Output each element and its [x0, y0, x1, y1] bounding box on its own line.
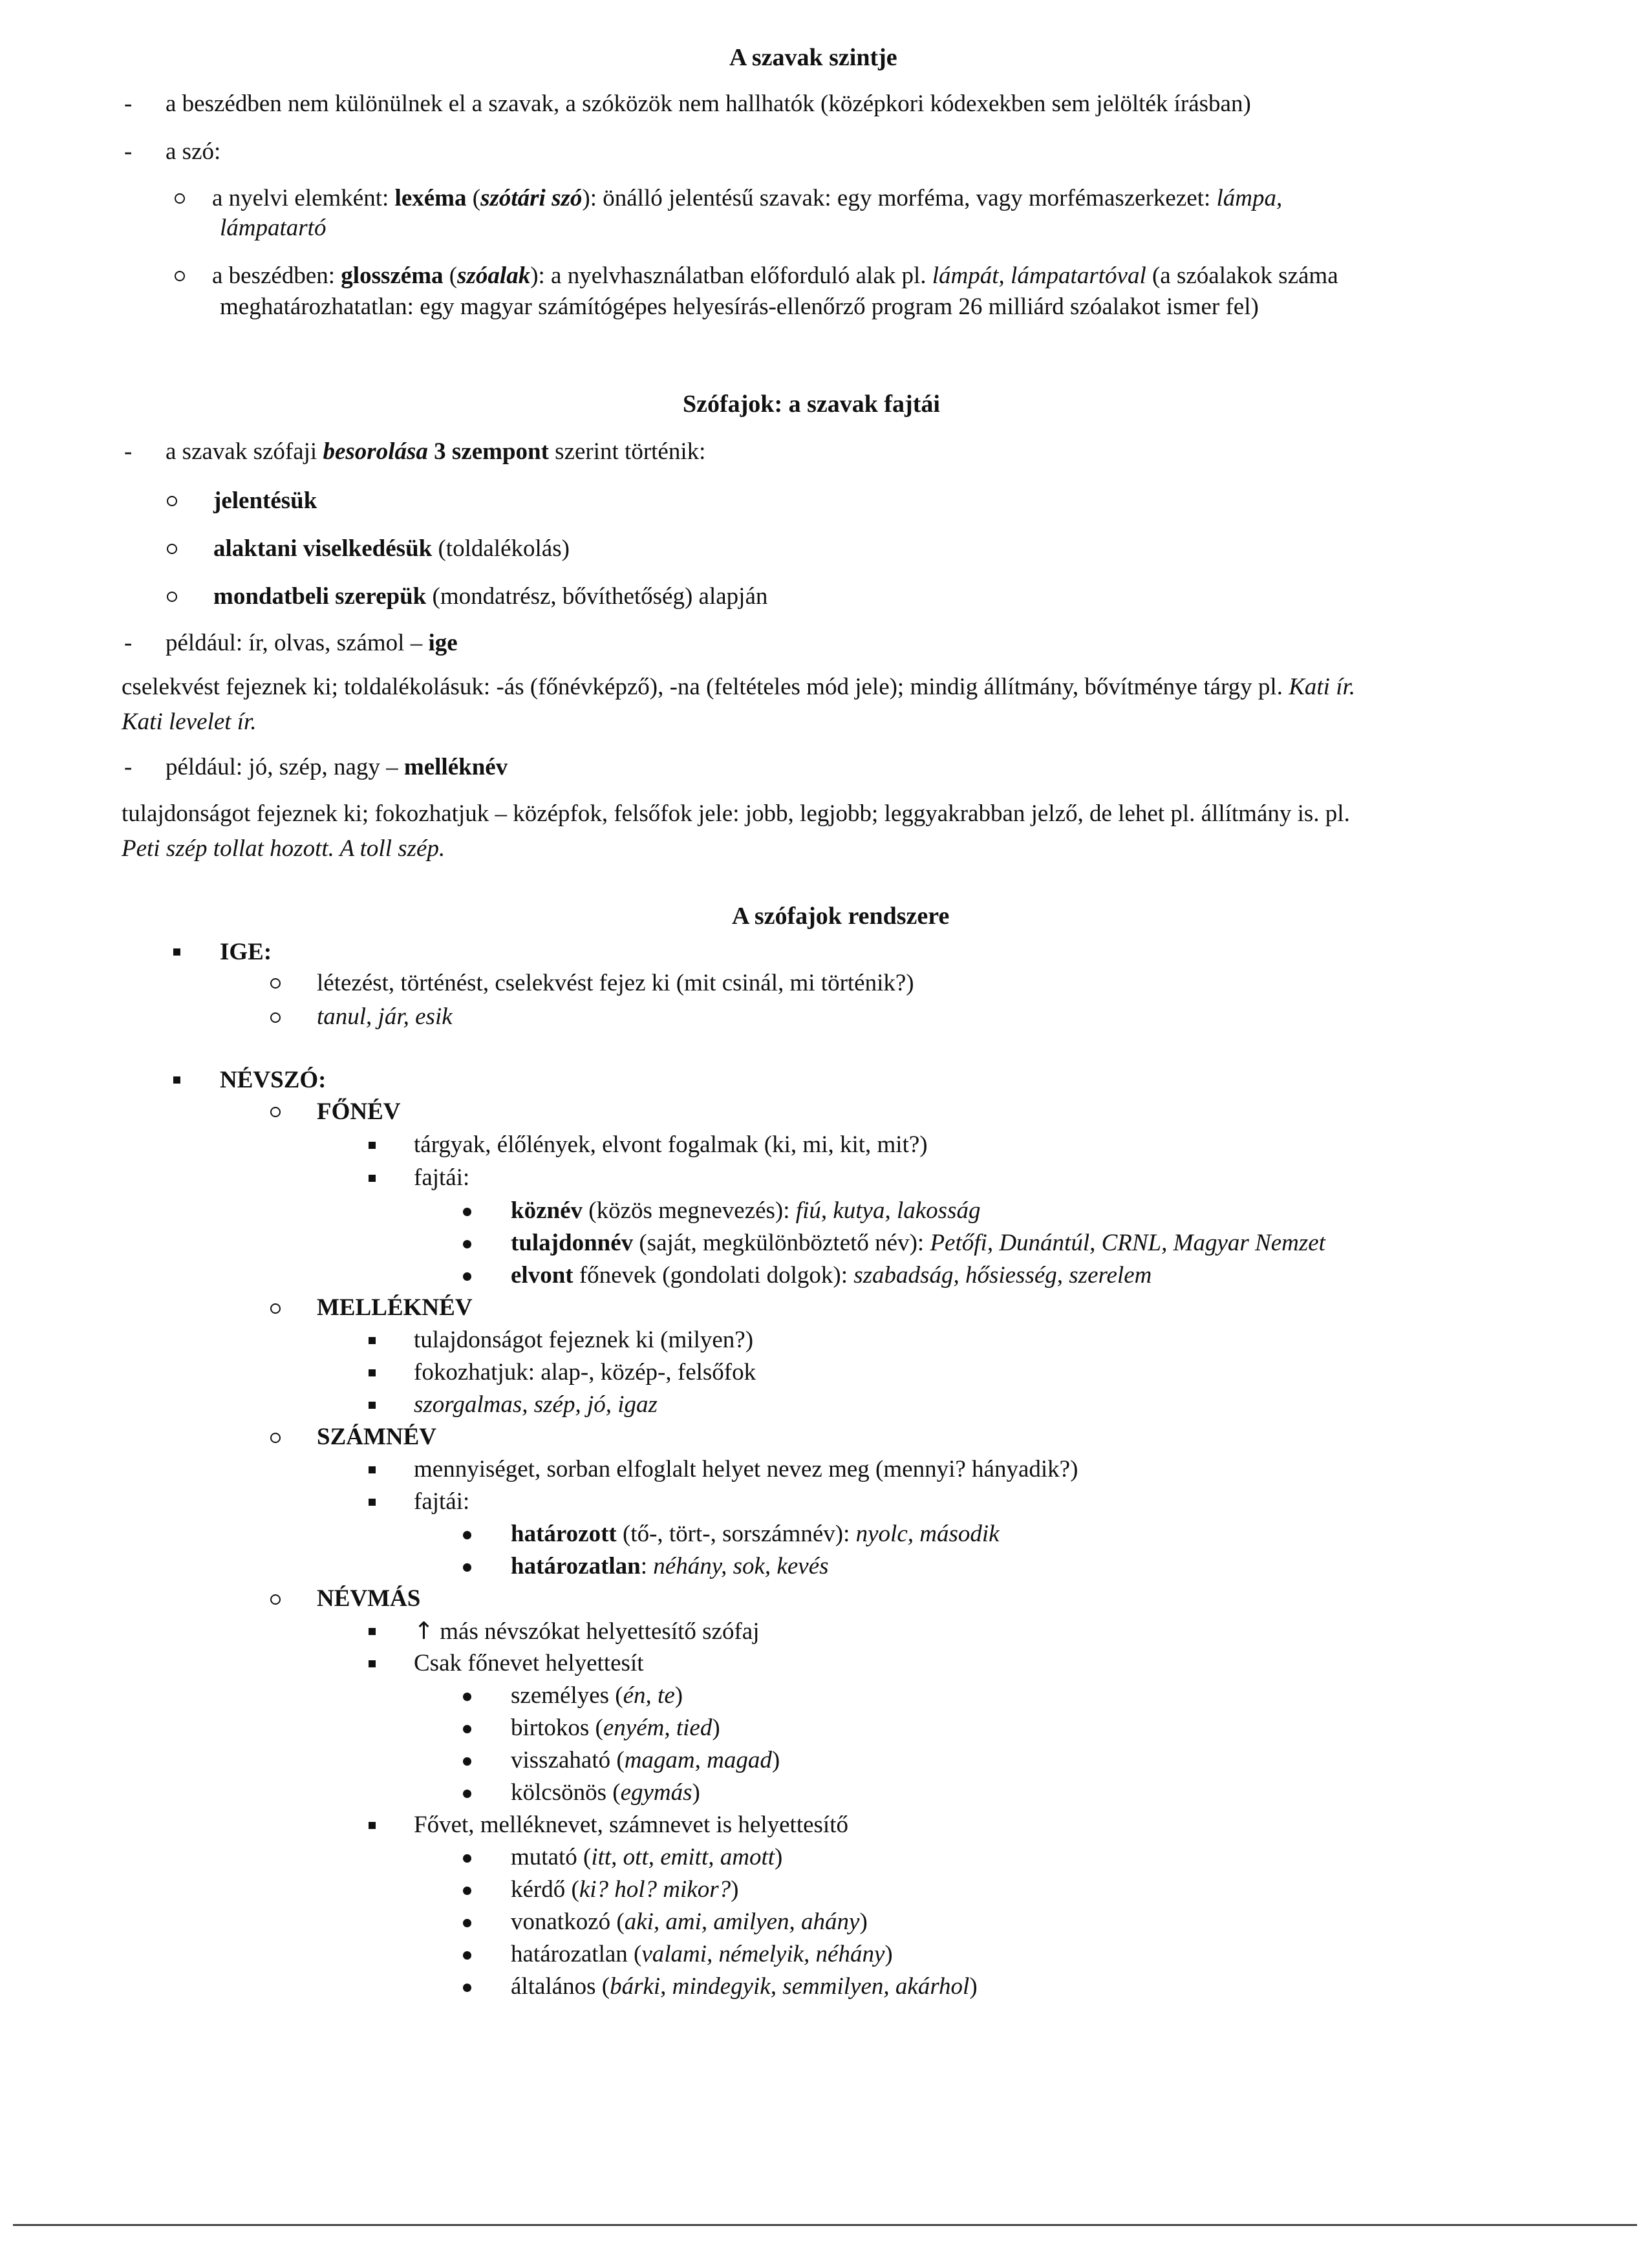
- text-span: ): [731, 1876, 739, 1903]
- example-text: valami, némelyik, néhány: [641, 1941, 885, 1967]
- dash-bullet: -: [124, 91, 133, 117]
- term-mondatbeli: mondatbeli szerepük: [213, 583, 427, 610]
- term-koznev: köznév: [511, 1197, 583, 1224]
- glosszema-line: [212, 261, 1338, 291]
- pronoun-type: [511, 1972, 978, 2002]
- dash-bullet: -: [124, 754, 133, 780]
- dot-bullet: [463, 1919, 471, 1927]
- term-elvont: elvont: [511, 1262, 573, 1289]
- page-bottom-rule: [13, 2224, 1637, 2226]
- example-text: enyém, tied: [603, 1715, 712, 1741]
- text-line: fajtái:: [414, 1488, 470, 1515]
- square-bullet: [369, 1369, 376, 1376]
- subcategory-fonev: [317, 1097, 401, 1127]
- example-text: fiú, kutya, lakosság: [795, 1197, 981, 1224]
- pronoun-type: [511, 1713, 720, 1743]
- criterion-mondatbeli: [213, 582, 767, 612]
- example-text: egymás: [620, 1779, 692, 1806]
- label-szamnev: SZÁMNÉV: [317, 1424, 437, 1450]
- square-bullet: [369, 1175, 376, 1182]
- pronoun-type-label: személyes (: [511, 1682, 623, 1709]
- square-bullet: [369, 1628, 376, 1635]
- text-span: (: [443, 262, 458, 289]
- criterion-jelentes: [213, 486, 317, 516]
- text-span: ): a nyelvhasználatban előforduló alak pl.: [530, 262, 932, 289]
- type-elvont: [511, 1261, 1152, 1290]
- term-alaktani: alaktani viselkedésük: [213, 535, 433, 562]
- dot-bullet: [463, 1887, 471, 1895]
- circle-bullet: [270, 1433, 281, 1443]
- circle-bullet: [270, 978, 281, 989]
- pronoun-type-label: kérdő (: [511, 1876, 579, 1903]
- text-span: például: jó, szép, nagy –: [166, 754, 404, 780]
- text-span: (tő-, tört-, sorszámnév):: [616, 1521, 856, 1547]
- dot-bullet: [463, 1725, 471, 1733]
- text-span: ): [775, 1844, 783, 1870]
- example-text: szorgalmas, szép, jó, igaz: [414, 1391, 658, 1418]
- square-bullet: [369, 1822, 376, 1829]
- example-line: [317, 1002, 453, 1032]
- square-bullet: [369, 1499, 376, 1506]
- circle-bullet: [175, 193, 185, 204]
- example-ige-line: [166, 628, 458, 658]
- text-line: fajtái:: [414, 1164, 470, 1191]
- dash-bullet: -: [124, 138, 133, 165]
- text-span: (közös megnevezés):: [583, 1197, 796, 1224]
- square-bullet: [173, 948, 180, 956]
- pronoun-type-label: általános (: [511, 1973, 610, 2000]
- pronoun-type-label: mutató (: [511, 1844, 592, 1870]
- melleknev-example-line: [122, 834, 445, 864]
- up-arrow-icon: ↑: [414, 1617, 434, 1645]
- text-span: (toldalékolás): [432, 535, 570, 562]
- text-span: például: ír, olvas, számol –: [166, 630, 429, 656]
- example-text: aki, ami, amilyen, ahány: [624, 1909, 860, 1935]
- text-span: a nyelvi elemként:: [212, 185, 395, 211]
- example-text: lámpát, lámpatartóval: [932, 262, 1146, 289]
- pronoun-type: [511, 1940, 893, 1969]
- square-bullet: [369, 1466, 376, 1473]
- example-text: Peti szép tollat hozott. A toll szép.: [122, 835, 445, 862]
- pronoun-type: [511, 1746, 780, 1775]
- example-text: Kati ír.: [1289, 674, 1356, 700]
- example-text: magam, magad: [624, 1747, 772, 1773]
- term-ige: ige: [428, 630, 458, 656]
- text-span: ): [969, 1973, 978, 2000]
- example-text: lámpa,: [1216, 185, 1283, 211]
- text-line: a beszédben nem különülnek el a szavak, a szóközök nem hallhatók (középkori kódexekben sem jelölték írásban): [166, 91, 1251, 117]
- text-span: ): [859, 1909, 868, 1935]
- subcategory-szamnev: [317, 1422, 436, 1452]
- circle-bullet: [270, 1303, 281, 1314]
- lexema-line: [212, 184, 1282, 213]
- square-bullet: [369, 1402, 376, 1409]
- text-line: létezést, történést, cselekvést fejez ki (mit csinál, mi történik?): [317, 970, 914, 996]
- term-szoalak: szóalak: [457, 262, 531, 289]
- section-title-szofajok: Szófajok: a szavak fajtái: [683, 390, 940, 418]
- pronoun-type: [511, 1843, 782, 1872]
- text-span: (saját, megkülönböztető név):: [633, 1230, 930, 1256]
- text-span: cselekvést fejeznek ki; toldalékolásuk: -ás (főnévképző), -na (feltételes mód jele); mindig állítmány, bővítménye tárgy pl.: [122, 674, 1289, 700]
- text-span: ): [771, 1747, 780, 1773]
- type-hatarozott: [511, 1519, 1000, 1549]
- term-tulajdonnev: tulajdonnév: [511, 1230, 634, 1256]
- criterion-alaktani: [213, 534, 570, 564]
- example-text: én, te: [623, 1682, 675, 1709]
- section-title-rendszer: A szófajok rendszere: [732, 903, 950, 930]
- pronoun-type: [511, 1907, 868, 1937]
- text-line: fokozhatjuk: alap-, közép-, felsőfok: [414, 1359, 756, 1385]
- example-text: Petőfi, Dunántúl, CRNL, Magyar Nemzet: [930, 1230, 1325, 1256]
- text-span: ): [692, 1779, 700, 1806]
- circle-bullet: [167, 592, 177, 602]
- circle-bullet: [270, 1594, 281, 1605]
- dot-bullet: [463, 1563, 471, 1572]
- text-span: (mondatrész, bővíthetőség) alapján: [426, 583, 768, 610]
- example-text: ki? hol? mikor?: [579, 1876, 731, 1903]
- term-besorolasa: besorolása: [323, 438, 428, 465]
- text-span: szerint történik:: [548, 438, 706, 465]
- label-nevszo: NÉVSZÓ:: [220, 1067, 327, 1093]
- pronoun-type: [511, 1875, 738, 1905]
- example-text: itt, ott, emitt, amott: [591, 1844, 775, 1870]
- category-nevszo: [220, 1065, 326, 1095]
- pronoun-type-label: határozatlan (: [511, 1941, 642, 1967]
- nevmas-def-line: [414, 1616, 759, 1647]
- term-hatarozatlan: határozatlan: [511, 1553, 641, 1579]
- square-bullet: [369, 1660, 376, 1667]
- dash-bullet: -: [124, 630, 133, 656]
- term-glosszema: glosszéma: [341, 262, 444, 289]
- dot-bullet: [463, 1531, 471, 1539]
- ige-description: [122, 672, 1355, 702]
- label-nevmas: NÉVMÁS: [317, 1585, 421, 1612]
- dot-bullet: [463, 1854, 471, 1863]
- dot-bullet: [463, 1240, 471, 1248]
- dot-bullet: [463, 1790, 471, 1798]
- subcategory-melleknev: [317, 1293, 473, 1323]
- label-ige: IGE:: [220, 939, 272, 965]
- dot-bullet: [463, 1984, 471, 1992]
- melleknev-description: tulajdonságot fejeznek ki; fokozhatjuk – középfok, felsőfok jele: jobb, legjobb; leggyakrabban jelző, de lehet pl. állítmány is. pl.: [122, 800, 1350, 827]
- example-text: nyolc, második: [855, 1521, 1000, 1547]
- term-hatarozott: határozott: [511, 1521, 617, 1547]
- example-text: [220, 213, 326, 243]
- dot-bullet: [463, 1951, 471, 1960]
- text-span: a beszédben:: [212, 262, 341, 289]
- term-szotari-szo: szótári szó: [480, 185, 583, 211]
- text-span: más névszókat helyettesítő szófaj: [434, 1618, 760, 1645]
- example-text: lámpatartó: [220, 215, 327, 241]
- text-span: ): [884, 1941, 893, 1967]
- example-text: bárki, mindegyik, semmilyen, akárhol: [610, 1973, 970, 2000]
- besorolas-line: [166, 437, 705, 467]
- subcategory-nevmas: [317, 1584, 420, 1614]
- square-bullet: [173, 1076, 180, 1084]
- text-span: (a szóalakok száma: [1146, 262, 1338, 289]
- square-bullet: [369, 1142, 376, 1149]
- pronoun-type-label: kölcsönös (: [511, 1779, 621, 1806]
- pronoun-type: [511, 1778, 700, 1808]
- circle-bullet: [167, 544, 177, 554]
- example-text: néhány, sok, kevés: [653, 1553, 829, 1579]
- dot-bullet: [463, 1693, 471, 1701]
- label-melleknev: MELLÉKNÉV: [317, 1294, 473, 1321]
- text-span: (: [466, 185, 481, 211]
- label-fonev: FŐNÉV: [317, 1098, 401, 1125]
- type-koznev: [511, 1196, 980, 1226]
- dot-bullet: [463, 1208, 471, 1216]
- example-line: [414, 1390, 658, 1420]
- text-span: főnevek (gondolati dolgok):: [573, 1262, 854, 1289]
- text-line: tulajdonságot fejeznek ki (milyen?): [414, 1327, 754, 1353]
- pronoun-type-label: vonatkozó (: [511, 1909, 625, 1935]
- circle-bullet: [270, 1012, 281, 1023]
- example-text: szabadság, hősiesség, szerelem: [853, 1262, 1152, 1289]
- term-jelentesuk: jelentésük: [213, 487, 317, 514]
- example-text: Kati levelet ír.: [122, 709, 257, 735]
- text-line: Fővet, melléknevet, számnevet is helyettesítő: [414, 1812, 848, 1838]
- dash-bullet: -: [124, 438, 133, 465]
- text-line: Csak főnevet helyettesít: [414, 1650, 644, 1676]
- text-span: a szavak szófaji: [166, 438, 323, 465]
- pronoun-type: [511, 1681, 683, 1711]
- circle-bullet: [270, 1107, 281, 1117]
- term-3-szempont: 3 szempont: [427, 438, 549, 465]
- ige-example-line: [122, 707, 257, 737]
- term-lexema: lexéma: [394, 185, 467, 211]
- dot-bullet: [463, 1272, 471, 1281]
- dot-bullet: [463, 1757, 471, 1766]
- pronoun-type-label: birtokos (: [511, 1715, 603, 1741]
- type-tulajdonnev: [511, 1228, 1325, 1258]
- circle-bullet: [167, 496, 177, 506]
- text-span: ): [712, 1715, 720, 1741]
- text-line: meghatározhatatlan: egy magyar számítógépes helyesírás-ellenőrző program 26 milliárd szóalakot ismer fel): [220, 294, 1259, 320]
- example-melleknev-line: [166, 753, 508, 782]
- category-ige: [220, 937, 272, 967]
- pronoun-type-label: visszaható (: [511, 1747, 625, 1773]
- section-title-szavak-szintje: A szavak szintje: [729, 44, 897, 71]
- type-hatarozatlan: [511, 1552, 829, 1581]
- text-line: a szó:: [166, 138, 221, 165]
- text-span: :: [640, 1553, 654, 1579]
- example-text: tanul, jár, esik: [317, 1003, 453, 1030]
- text-line: tárgyak, élőlények, elvont fogalmak (ki, mi, kit, mit?): [414, 1131, 928, 1158]
- circle-bullet: [175, 271, 185, 281]
- text-span: ): [674, 1682, 683, 1709]
- term-melleknev: melléknév: [403, 754, 508, 780]
- text-line: mennyiséget, sorban elfoglalt helyet nevez meg (mennyi? hányadik?): [414, 1456, 1078, 1482]
- text-span: ): önálló jelentésű szavak: egy morféma, vagy morfémaszerkezet:: [582, 185, 1217, 211]
- square-bullet: [369, 1337, 376, 1344]
